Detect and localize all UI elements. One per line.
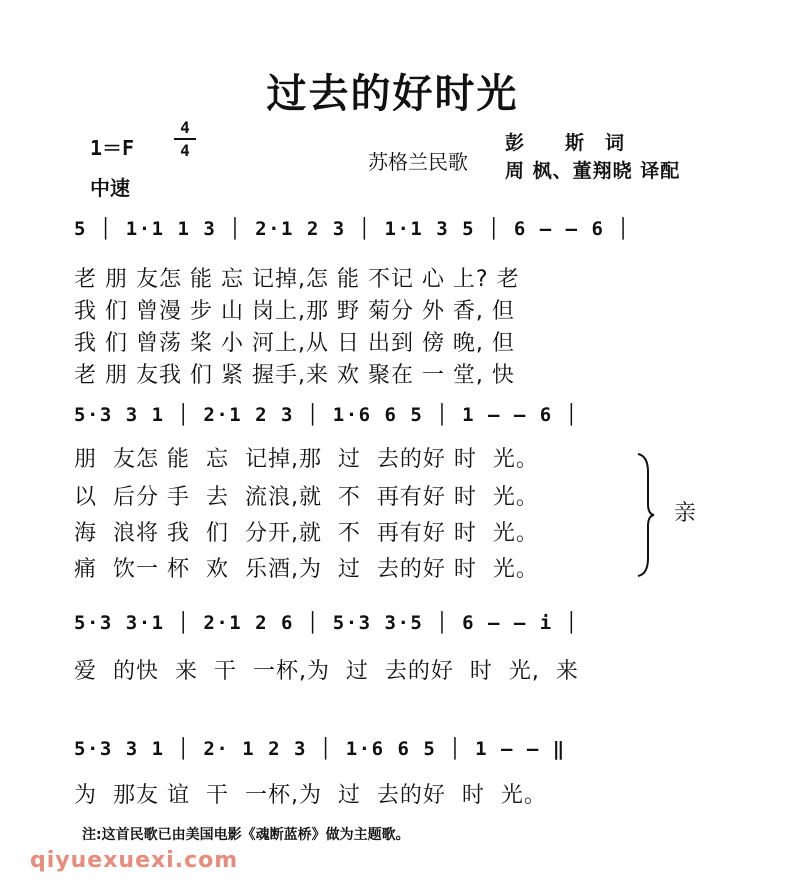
lyric-line-2-3: 海 浪将 我 们 分开,就 不 再有好 时 光。	[74, 521, 539, 546]
watermark: qiyuexuexi.com	[30, 848, 239, 873]
side-lyric: 亲	[674, 501, 697, 526]
time-signature	[174, 118, 196, 160]
lyric-line-1-4: 老 朋 友我 们 紧 握手,来 欢 聚在 一 堂, 快	[74, 363, 515, 388]
lyric-line-2-2: 以 后分 手 去 流浪,就 不 再有好 时 光。	[74, 485, 539, 510]
time-signature-divider	[174, 138, 196, 140]
lyric-line-1-2: 我 们 曾漫 步 山 岗上,那 野 菊分 外 香, 但	[74, 299, 515, 324]
song-origin: 苏格兰民歌	[368, 150, 468, 174]
lyricist-credit: 彭 斯 词	[505, 132, 626, 154]
tempo-marking: 中速	[90, 176, 130, 200]
lyric-line-2-1: 朋 友怎 能 忘 记掉,那 过 去的好 时 光。	[74, 447, 539, 472]
time-signature-top: 4	[180, 118, 190, 137]
translator-credit: 周 枫、董翔晓 译配	[505, 160, 681, 182]
key-signature: 1＝F	[90, 136, 135, 160]
lyric-line-1-3: 我 们 曾荡 桨 小 河上,从 日 出到 傍 晚, 但	[74, 331, 515, 356]
notation-line-3: 5·3 3·1 │ 2·1 2 6 │ 5·3 3·5 │ 6 — — i │	[74, 612, 579, 634]
notation-line-4: 5·3 3 1 │ 2· 1 2 3 │ 1·6 6 5 │ 1 — — ‖	[74, 738, 566, 760]
song-title: 过去的好时光	[266, 70, 519, 117]
notation-line-2: 5·3 3 1 │ 2·1 2 3 │ 1·6 6 5 │ 1 — — 6 │	[74, 404, 579, 426]
footnote: 注:这首民歌已由美国电影《魂断蓝桥》做为主题歌。	[82, 827, 410, 843]
lyric-line-3: 爱 的快 来 干 一杯,为 过 去的好 时 光, 来	[74, 659, 579, 684]
time-signature-bottom: 4	[180, 141, 190, 160]
lyric-line-2-4: 痛 饮一 杯 欢 乐酒,为 过 去的好 时 光。	[74, 557, 539, 582]
verse-brace	[636, 452, 656, 578]
notation-line-1: 5 │ 1·1 1 3 │ 2·1 2 3 │ 1·1 3 5 │ 6 — — 6 │	[74, 218, 631, 240]
lyric-line-4: 为 那友 谊 干 一杯,为 过 去的好 时 光。	[74, 783, 547, 808]
lyric-line-1-1: 老 朋 友怎 能 忘 记掉,怎 能 不记 心 上? 老	[74, 267, 520, 292]
